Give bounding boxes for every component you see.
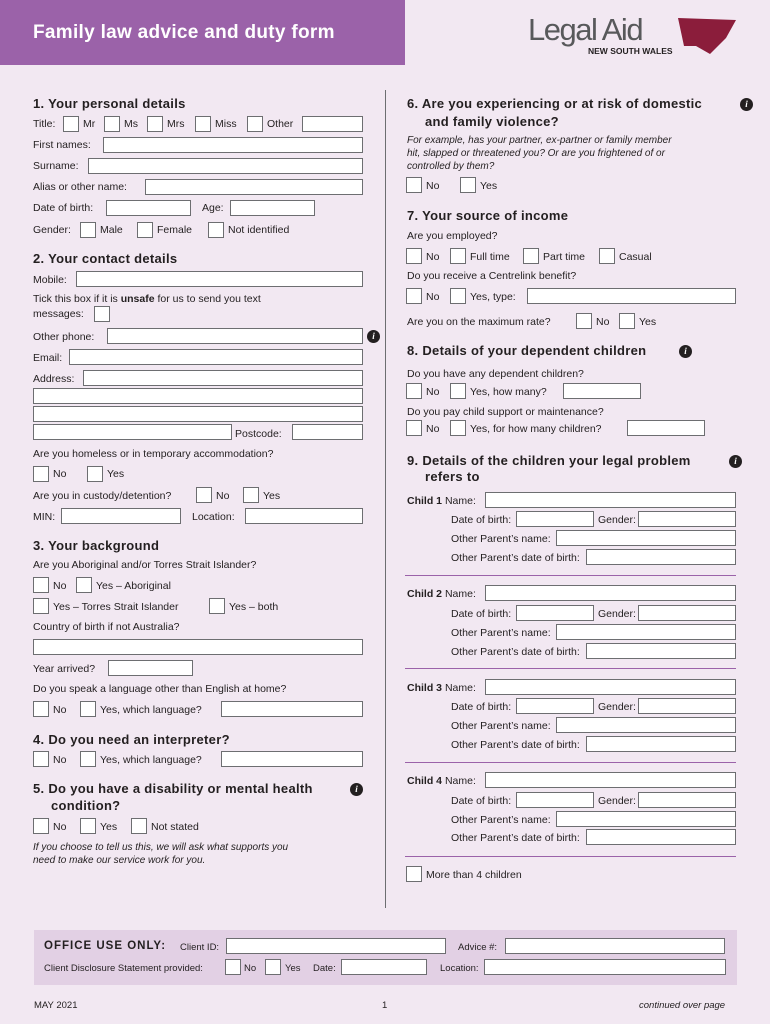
miss-label: Miss (215, 118, 237, 130)
employed-fulltime-checkbox[interactable] (450, 248, 466, 264)
logo-text: Legal Aid (528, 12, 643, 47)
child-divider (405, 762, 736, 763)
section-4-heading: 4. Do you need an interpreter? (33, 732, 230, 747)
child-support-count-field[interactable] (627, 420, 705, 436)
disclosure-no-label: No (244, 963, 257, 974)
child-support-no-checkbox[interactable] (406, 420, 422, 436)
child-3-op-dob-label: Other Parent’s date of birth: (451, 739, 580, 751)
child-divider (405, 856, 736, 857)
first-names-label: First names: (33, 139, 91, 151)
address-label: Address: (33, 373, 75, 385)
other-phone-field[interactable] (107, 328, 363, 344)
child-4-op-name-field[interactable] (556, 811, 736, 827)
more-than-4-label: More than 4 children (426, 869, 522, 881)
custody-yes-label: Yes (263, 490, 281, 502)
logo-subtext: NEW SOUTH WALES (588, 46, 673, 56)
footer-date: MAY 2021 (34, 1000, 78, 1011)
custody-yes-checkbox[interactable] (243, 487, 259, 503)
child-2-op-name-field[interactable] (556, 624, 736, 640)
form-title: Family law advice and duty form (0, 0, 405, 65)
first-names-field[interactable] (103, 137, 363, 153)
section-6-heading: 6. Are you experiencing or at risk of domestic (407, 96, 703, 111)
child-2-gender-label: Gender: (598, 608, 636, 620)
client-id-field[interactable] (226, 938, 446, 954)
office-location-field[interactable] (484, 959, 726, 975)
language-question: Do you speak a language other than English at home? (33, 683, 287, 695)
location-field[interactable] (245, 508, 363, 524)
centrelink-yes-checkbox[interactable] (450, 288, 466, 304)
atsi-no-checkbox[interactable] (33, 577, 49, 593)
female-label: Female (157, 224, 193, 236)
disability-yes-label: Yes (100, 821, 118, 833)
section-2-heading: 2. Your contact details (33, 251, 178, 266)
continued-note: continued over page (639, 1000, 726, 1011)
interpreter-no-checkbox[interactable] (33, 751, 49, 767)
child-2-op-dob-label: Other Parent’s date of birth: (451, 646, 580, 658)
more-than-4-checkbox[interactable] (406, 866, 422, 882)
employed-question: Are you employed? (407, 230, 498, 242)
language-no-label: No (53, 704, 67, 716)
age-label: Age: (202, 202, 224, 214)
child-2-dob-field[interactable] (516, 605, 594, 621)
disclosure-yes-checkbox[interactable] (265, 959, 281, 975)
max-rate-yes-checkbox[interactable] (619, 313, 635, 329)
child-divider (405, 575, 736, 576)
advice-number-label: Advice #: (458, 942, 498, 953)
child-1-gender-label: Gender: (598, 514, 636, 526)
alias-field[interactable] (145, 179, 363, 195)
child-3-gender-field[interactable] (638, 698, 736, 714)
country-of-birth-label: Country of birth if not Australia? (33, 621, 180, 633)
mrs-label: Mrs (167, 118, 185, 130)
mobile-field[interactable] (76, 271, 363, 287)
info-icon[interactable]: i (367, 330, 380, 343)
atsi-aboriginal-checkbox[interactable] (76, 577, 92, 593)
surname-field[interactable] (88, 158, 363, 174)
address-field-3[interactable] (33, 406, 363, 422)
section-7-heading: 7. Your source of income (407, 208, 569, 223)
title-other-checkbox[interactable] (247, 116, 263, 132)
unsafe-sms-checkbox[interactable] (94, 306, 110, 322)
child-2-label: Child 2 Name: (407, 588, 476, 600)
language-no-checkbox[interactable] (33, 701, 49, 717)
surname-label: Surname: (33, 160, 79, 172)
child-4-op-dob-field[interactable] (586, 829, 736, 845)
age-field[interactable] (230, 200, 315, 216)
child-1-label: Child 1 Name: (407, 495, 476, 507)
interpreter-language-field[interactable] (221, 751, 363, 767)
gender-label: Gender: (33, 224, 71, 236)
homeless-question: Are you homeless or in temporary accommodation? (33, 448, 274, 460)
dv-yes-checkbox[interactable] (460, 177, 476, 193)
employed-no-label: No (426, 251, 440, 263)
max-rate-no-checkbox[interactable] (576, 313, 592, 329)
child-1-op-name-field[interactable] (556, 530, 736, 546)
employed-casual-checkbox[interactable] (599, 248, 615, 264)
section-8-heading: 8. Details of your dependent children (407, 343, 647, 358)
office-date-field[interactable] (341, 959, 427, 975)
disability-no-checkbox[interactable] (33, 818, 49, 834)
country-of-birth-field[interactable] (33, 639, 363, 655)
child-3-gender-label: Gender: (598, 701, 636, 713)
dependents-count-field[interactable] (563, 383, 641, 399)
child-3-name-field[interactable] (485, 679, 736, 695)
gender-not-identified-checkbox[interactable] (208, 222, 224, 238)
custody-question: Are you in custody/detention? (33, 490, 172, 502)
unsafe-text-line1: Tick this box if it is unsafe for us to send you text (33, 293, 261, 305)
disability-not-stated-label: Not stated (151, 821, 199, 833)
section-9-heading-cont: refers to (425, 469, 480, 484)
centrelink-type-field[interactable] (527, 288, 736, 304)
atsi-both-checkbox[interactable] (209, 598, 225, 614)
dependent-children-question: Do you have any dependent children? (407, 368, 584, 380)
section-3-heading: 3. Your background (33, 538, 160, 553)
title-ms-checkbox[interactable] (104, 116, 120, 132)
child-1-op-dob-field[interactable] (586, 549, 736, 565)
atsi-aboriginal-label: Yes – Aboriginal (96, 580, 171, 592)
dv-no-label: No (426, 180, 440, 192)
section-9-heading: 9. Details of the children your legal problem (407, 453, 691, 468)
gender-female-checkbox[interactable] (137, 222, 153, 238)
title-mr-checkbox[interactable] (63, 116, 79, 132)
not-identified-label: Not identified (228, 224, 290, 236)
child-2-dob-label: Date of birth: (451, 608, 512, 620)
child-1-gender-field[interactable] (638, 511, 736, 527)
child-3-op-name-field[interactable] (556, 717, 736, 733)
atsi-both-label: Yes – both (229, 601, 279, 613)
email-label: Email: (33, 352, 63, 364)
casual-label: Casual (619, 251, 652, 263)
aboriginal-question: Are you Aboriginal and/or Torres Strait Islander? (33, 559, 257, 571)
disability-not-stated-checkbox[interactable] (131, 818, 147, 834)
max-rate-question: Are you on the maximum rate? (407, 316, 551, 328)
atsi-no-label: No (53, 580, 67, 592)
info-icon[interactable]: i (350, 783, 363, 796)
address-field-1[interactable] (83, 370, 363, 386)
parttime-label: Part time (543, 251, 586, 263)
dob-field[interactable] (106, 200, 191, 216)
dependents-yes-label: Yes, how many? (470, 386, 547, 398)
legal-aid-logo (528, 12, 738, 60)
custody-no-label: No (216, 490, 230, 502)
disability-no-label: No (53, 821, 67, 833)
disclosure-yes-label: Yes (285, 963, 301, 974)
other-phone-label: Other phone: (33, 331, 95, 343)
homeless-yes-checkbox[interactable] (87, 466, 103, 482)
address-field-2[interactable] (33, 388, 363, 404)
dependents-no-checkbox[interactable] (406, 383, 422, 399)
alias-label: Alias or other name: (33, 181, 127, 193)
custody-no-checkbox[interactable] (196, 487, 212, 503)
male-label: Male (100, 224, 123, 236)
child-support-question: Do you pay child support or maintenance? (407, 406, 604, 418)
interpreter-yes-label: Yes, which language? (100, 754, 202, 766)
child-3-dob-field[interactable] (516, 698, 594, 714)
year-arrived-label: Year arrived? (33, 663, 96, 675)
info-icon[interactable]: i (729, 455, 742, 468)
child-4-gender-field[interactable] (638, 792, 736, 808)
disability-yes-checkbox[interactable] (80, 818, 96, 834)
info-icon[interactable]: i (740, 98, 753, 111)
child-1-dob-label: Date of birth: (451, 514, 512, 526)
nsw-map-icon (676, 16, 738, 56)
interpreter-yes-checkbox[interactable] (80, 751, 96, 767)
office-location-label: Location: (440, 963, 479, 974)
column-divider (385, 90, 386, 908)
child-2-op-dob-field[interactable] (586, 643, 736, 659)
child-2-op-name-label: Other Parent’s name: (451, 627, 551, 639)
dob-label: Date of birth: (33, 202, 94, 214)
child-4-op-name-label: Other Parent’s name: (451, 814, 551, 826)
info-icon[interactable]: i (679, 345, 692, 358)
year-arrived-field[interactable] (108, 660, 193, 676)
child-4-op-dob-label: Other Parent’s date of birth: (451, 832, 580, 844)
mobile-label: Mobile: (33, 274, 67, 286)
max-rate-no-label: No (596, 316, 610, 328)
disclosure-label: Client Disclosure Statement provided: (44, 963, 203, 974)
child-1-dob-field[interactable] (516, 511, 594, 527)
postcode-field[interactable] (292, 424, 363, 440)
language-field[interactable] (221, 701, 363, 717)
page-number: 1 (382, 1000, 388, 1011)
child-support-yes-label: Yes, for how many children? (470, 423, 602, 435)
title-label: Title: (33, 118, 56, 130)
other-label: Other (267, 118, 294, 130)
dependents-yes-checkbox[interactable] (450, 383, 466, 399)
child-3-op-name-label: Other Parent’s name: (451, 720, 551, 732)
employed-no-checkbox[interactable] (406, 248, 422, 264)
section-6-heading-cont: and family violence? (425, 114, 559, 129)
child-4-dob-field[interactable] (516, 792, 594, 808)
employed-parttime-checkbox[interactable] (523, 248, 539, 264)
dependents-no-label: No (426, 386, 440, 398)
child-3-dob-label: Date of birth: (451, 701, 512, 713)
advice-number-field[interactable] (505, 938, 725, 954)
section-5-heading: 5. Do you have a disability or mental health (33, 781, 313, 796)
address-field-4[interactable] (33, 424, 232, 440)
child-4-gender-label: Gender: (598, 795, 636, 807)
min-field[interactable] (61, 508, 181, 524)
centrelink-no-label: No (426, 291, 440, 303)
child-2-name-field[interactable] (485, 585, 736, 601)
child-1-op-dob-label: Other Parent’s date of birth: (451, 552, 580, 564)
postcode-label: Postcode: (235, 428, 282, 440)
dv-no-checkbox[interactable] (406, 177, 422, 193)
atsi-torres-checkbox[interactable] (33, 598, 49, 614)
homeless-no-checkbox[interactable] (33, 466, 49, 482)
interpreter-no-label: No (53, 754, 67, 766)
title-mrs-checkbox[interactable] (147, 116, 163, 132)
language-yes-label: Yes, which language? (100, 704, 202, 716)
child-3-op-dob-field[interactable] (586, 736, 736, 752)
child-2-gender-field[interactable] (638, 605, 736, 621)
mr-label: Mr (83, 118, 96, 130)
centrelink-yes-label: Yes, type: (470, 291, 516, 303)
centrelink-no-checkbox[interactable] (406, 288, 422, 304)
child-1-name-field[interactable] (485, 492, 736, 508)
child-4-name-field[interactable] (485, 772, 736, 788)
unsafe-text-line2: messages: (33, 308, 84, 320)
email-field[interactable] (69, 349, 363, 365)
language-yes-checkbox[interactable] (80, 701, 96, 717)
atsi-torres-label: Yes – Torres Strait Islander (53, 601, 179, 613)
office-use-heading: OFFICE USE ONLY: (44, 940, 167, 952)
section-5-heading-cont: condition? (51, 798, 121, 813)
dv-yes-label: Yes (480, 180, 498, 192)
child-4-dob-label: Date of birth: (451, 795, 512, 807)
section-1-heading: 1. Your personal details (33, 96, 186, 111)
office-date-label: Date: (313, 963, 336, 974)
min-label: MIN: (33, 511, 56, 523)
ms-label: Ms (124, 118, 138, 130)
disclosure-no-checkbox[interactable] (225, 959, 241, 975)
disability-note: If you choose to tell us this, we will ask what supports you need to make our service work for you. (33, 842, 289, 866)
centrelink-question: Do you receive a Centrelink benefit? (407, 270, 577, 282)
gender-male-checkbox[interactable] (80, 222, 96, 238)
title-miss-checkbox[interactable] (195, 116, 211, 132)
child-support-no-label: No (426, 423, 440, 435)
client-id-label: Client ID: (180, 942, 220, 953)
child-4-label: Child 4 Name: (407, 775, 476, 787)
max-rate-yes-label: Yes (639, 316, 657, 328)
location-label: Location: (192, 511, 235, 523)
child-divider (405, 668, 736, 669)
child-3-label: Child 3 Name: (407, 682, 476, 694)
homeless-yes-label: Yes (107, 468, 125, 480)
fulltime-label: Full time (470, 251, 510, 263)
child-1-op-name-label: Other Parent’s name: (451, 533, 551, 545)
title-other-field[interactable] (302, 116, 363, 132)
child-support-yes-checkbox[interactable] (450, 420, 466, 436)
dv-example-text: For example, has your partner, ex-partner or family member hit, slapped or threatened you? Or are you frightened of or controlled by them? (407, 135, 672, 172)
homeless-no-label: No (53, 468, 67, 480)
